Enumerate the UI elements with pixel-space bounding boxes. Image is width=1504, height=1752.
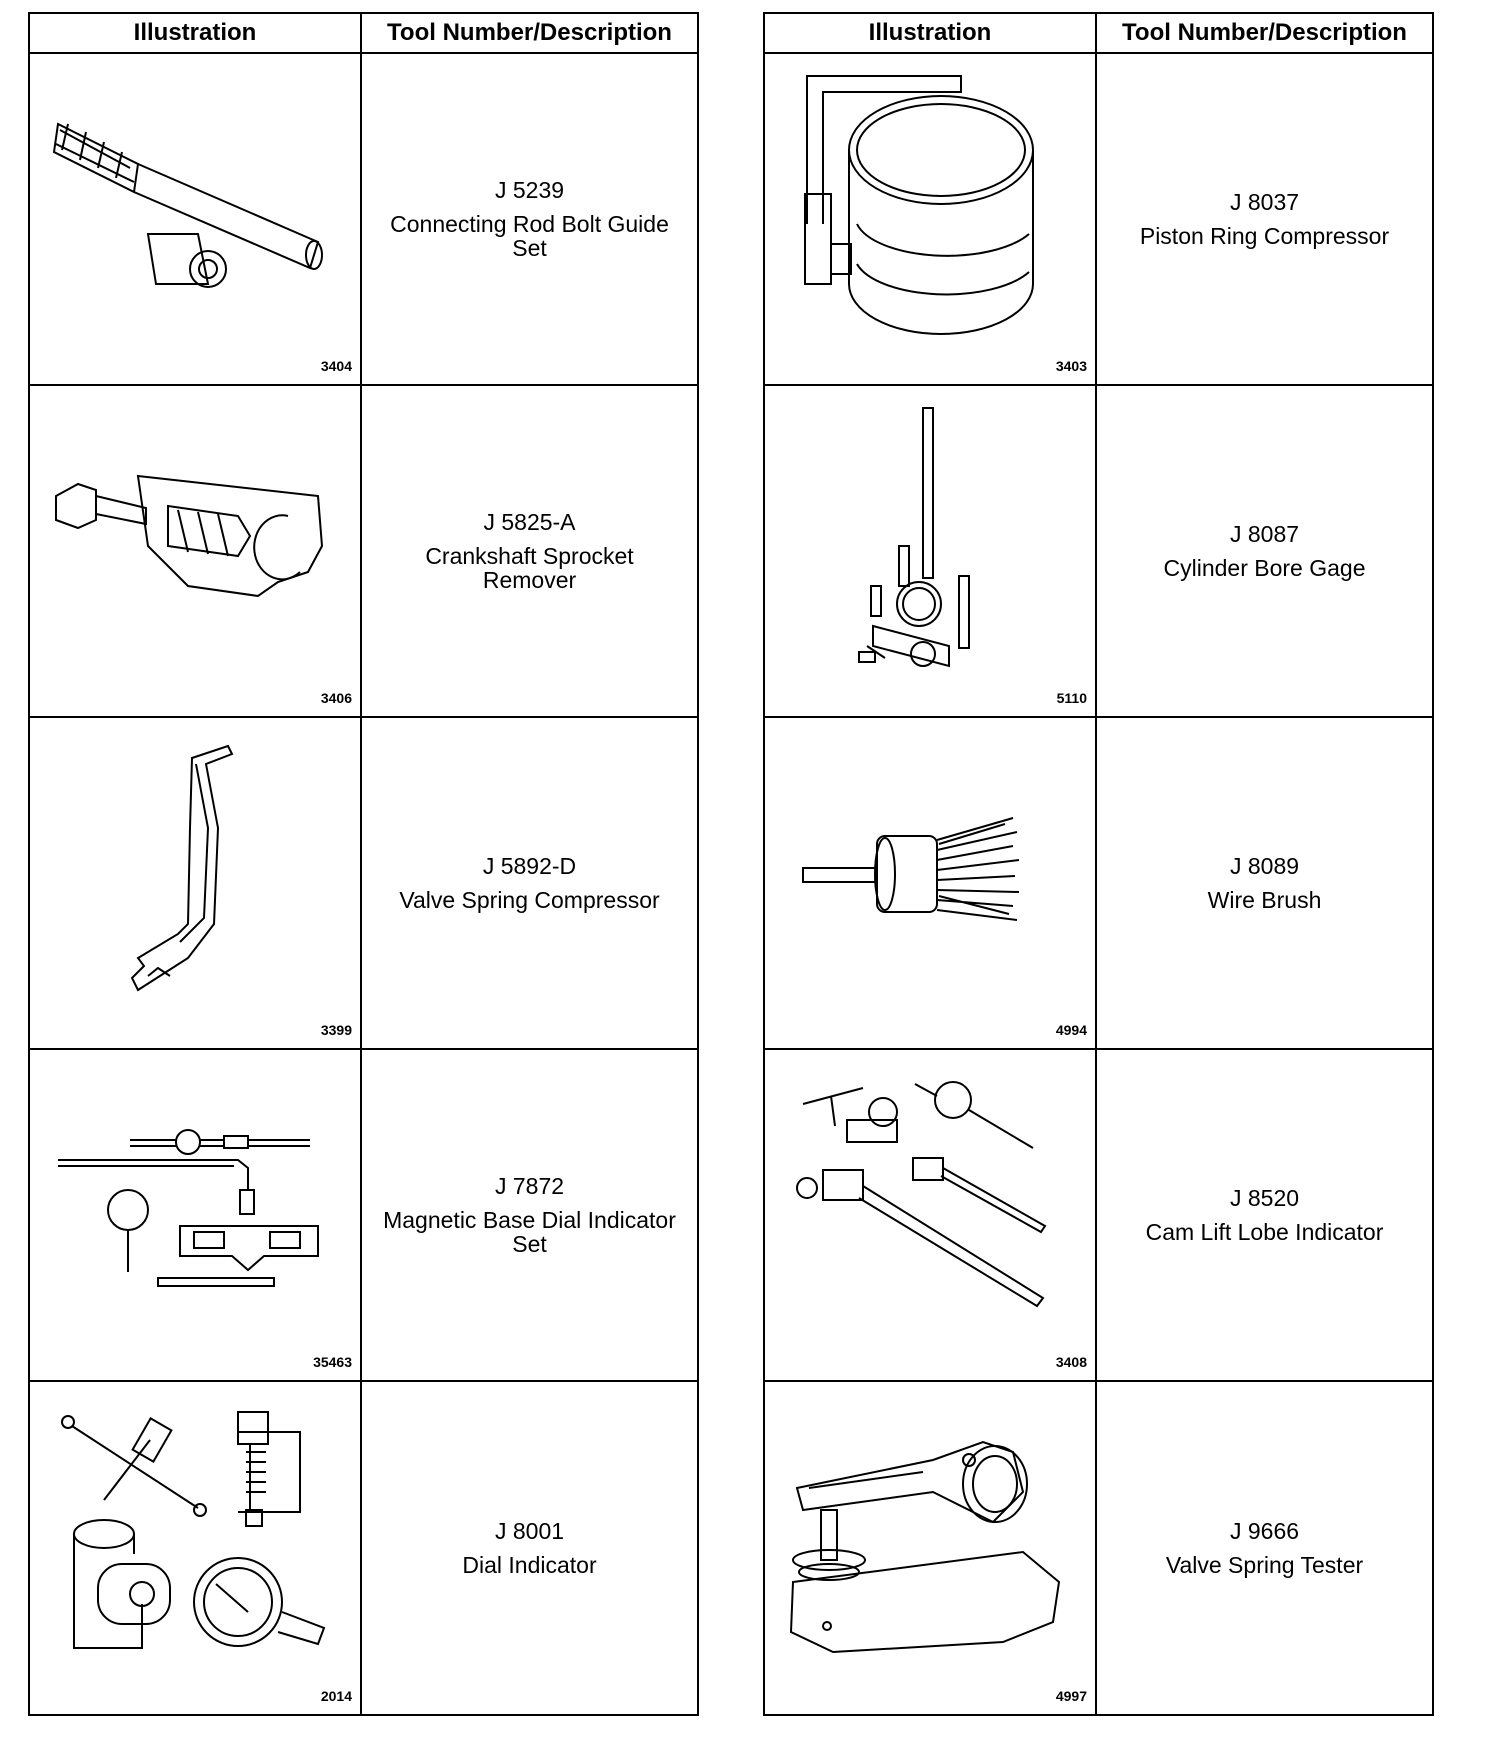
illustration-cell: [765, 1050, 1097, 1380]
tool-header: Tool Number/Description: [387, 19, 672, 46]
tool-name: Cam Lift Lobe Indicator: [1145, 1219, 1384, 1245]
tool-number: J 7872: [494, 1173, 565, 1199]
rod-bolt-guide-icon: [38, 64, 354, 360]
illustration-cell: [765, 718, 1097, 1048]
sprocket-remover-icon: [38, 396, 354, 692]
figure-number: 5110: [1056, 690, 1087, 706]
tool-table-left: [28, 12, 699, 1716]
tool-name: Connecting Rod Bolt Guide Set: [390, 211, 669, 261]
table-header: [30, 14, 697, 54]
tool-description-cell: [1097, 386, 1432, 716]
table-row: [30, 1382, 697, 1714]
tool-number: J 9666: [1229, 1518, 1300, 1544]
tool-name: Piston Ring Compressor: [1139, 223, 1390, 249]
table-row: [765, 1382, 1432, 1714]
dial-indicator-icon: [38, 1392, 354, 1688]
tool-name: Dial Indicator: [462, 1552, 597, 1578]
tool-name: Valve Spring Compressor: [399, 887, 660, 913]
figure-number: 3408: [1055, 1354, 1087, 1370]
tool-number: J 8520: [1229, 1185, 1300, 1211]
tool-number: J 8087: [1229, 521, 1300, 547]
table-row: [30, 386, 697, 718]
figure-number: 3399: [320, 1022, 352, 1038]
illustration-cell: [765, 1382, 1097, 1714]
piston-ring-compressor-icon: [773, 64, 1089, 360]
table-header: [765, 14, 1432, 54]
tool-number: J 8089: [1229, 853, 1300, 879]
illustration-cell: [30, 1382, 362, 1714]
valve-spring-compressor-icon: [38, 728, 354, 1024]
table-row: [30, 1050, 697, 1382]
table-row: [30, 718, 697, 1050]
tool-number: J 5825-A: [483, 509, 576, 535]
figure-number: 2014: [320, 1688, 352, 1704]
tool-description-cell: [362, 1382, 697, 1714]
tool-description-cell: [362, 54, 697, 384]
table-row: [765, 386, 1432, 718]
tool-name: Wire Brush: [1207, 887, 1322, 913]
magnetic-base-dial-indicator-icon: [38, 1060, 354, 1356]
figure-number: 3403: [1055, 358, 1087, 374]
tool-description-cell: [362, 386, 697, 716]
figure-number: 3406: [320, 690, 352, 706]
table-row: [30, 54, 697, 386]
illustration-cell: [30, 1050, 362, 1380]
tool-name: Crankshaft Sprocket Remover: [425, 543, 634, 593]
figure-number: 4994: [1055, 1022, 1087, 1038]
illustration-cell: [30, 54, 362, 384]
tool-description-cell: [1097, 718, 1432, 1048]
table-row: [765, 54, 1432, 386]
table-row: [765, 1050, 1432, 1382]
tool-table-right: [763, 12, 1434, 1716]
tool-number: J 5892-D: [482, 853, 577, 879]
figure-number: 35463: [313, 1354, 352, 1370]
illustration-header: Illustration: [30, 14, 362, 52]
illustration-header: Illustration: [765, 14, 1097, 52]
wire-brush-icon: [773, 728, 1089, 1024]
cylinder-bore-gage-icon: [773, 396, 1089, 692]
tool-name: Valve Spring Tester: [1165, 1552, 1364, 1578]
tool-name: Cylinder Bore Gage: [1163, 555, 1366, 581]
illustration-cell: [765, 54, 1097, 384]
tool-description-cell: [362, 1050, 697, 1380]
tool-description-cell: [1097, 54, 1432, 384]
tool-number: J 8037: [1229, 189, 1300, 215]
tool-number: J 5239: [494, 177, 565, 203]
cam-lift-indicator-icon: [773, 1060, 1089, 1356]
tool-description-cell: [1097, 1382, 1432, 1714]
illustration-cell: [30, 718, 362, 1048]
tool-name: Magnetic Base Dial Indicator Set: [383, 1207, 676, 1257]
figure-number: 4997: [1055, 1688, 1087, 1704]
tool-number: J 8001: [494, 1518, 565, 1544]
tool-header: Tool Number/Description: [1122, 19, 1407, 46]
illustration-cell: [30, 386, 362, 716]
figure-number: 3404: [320, 358, 352, 374]
table-row: [765, 718, 1432, 1050]
valve-spring-tester-icon: [773, 1392, 1089, 1688]
tool-description-cell: [1097, 1050, 1432, 1380]
illustration-cell: [765, 386, 1097, 716]
tool-description-cell: [362, 718, 697, 1048]
